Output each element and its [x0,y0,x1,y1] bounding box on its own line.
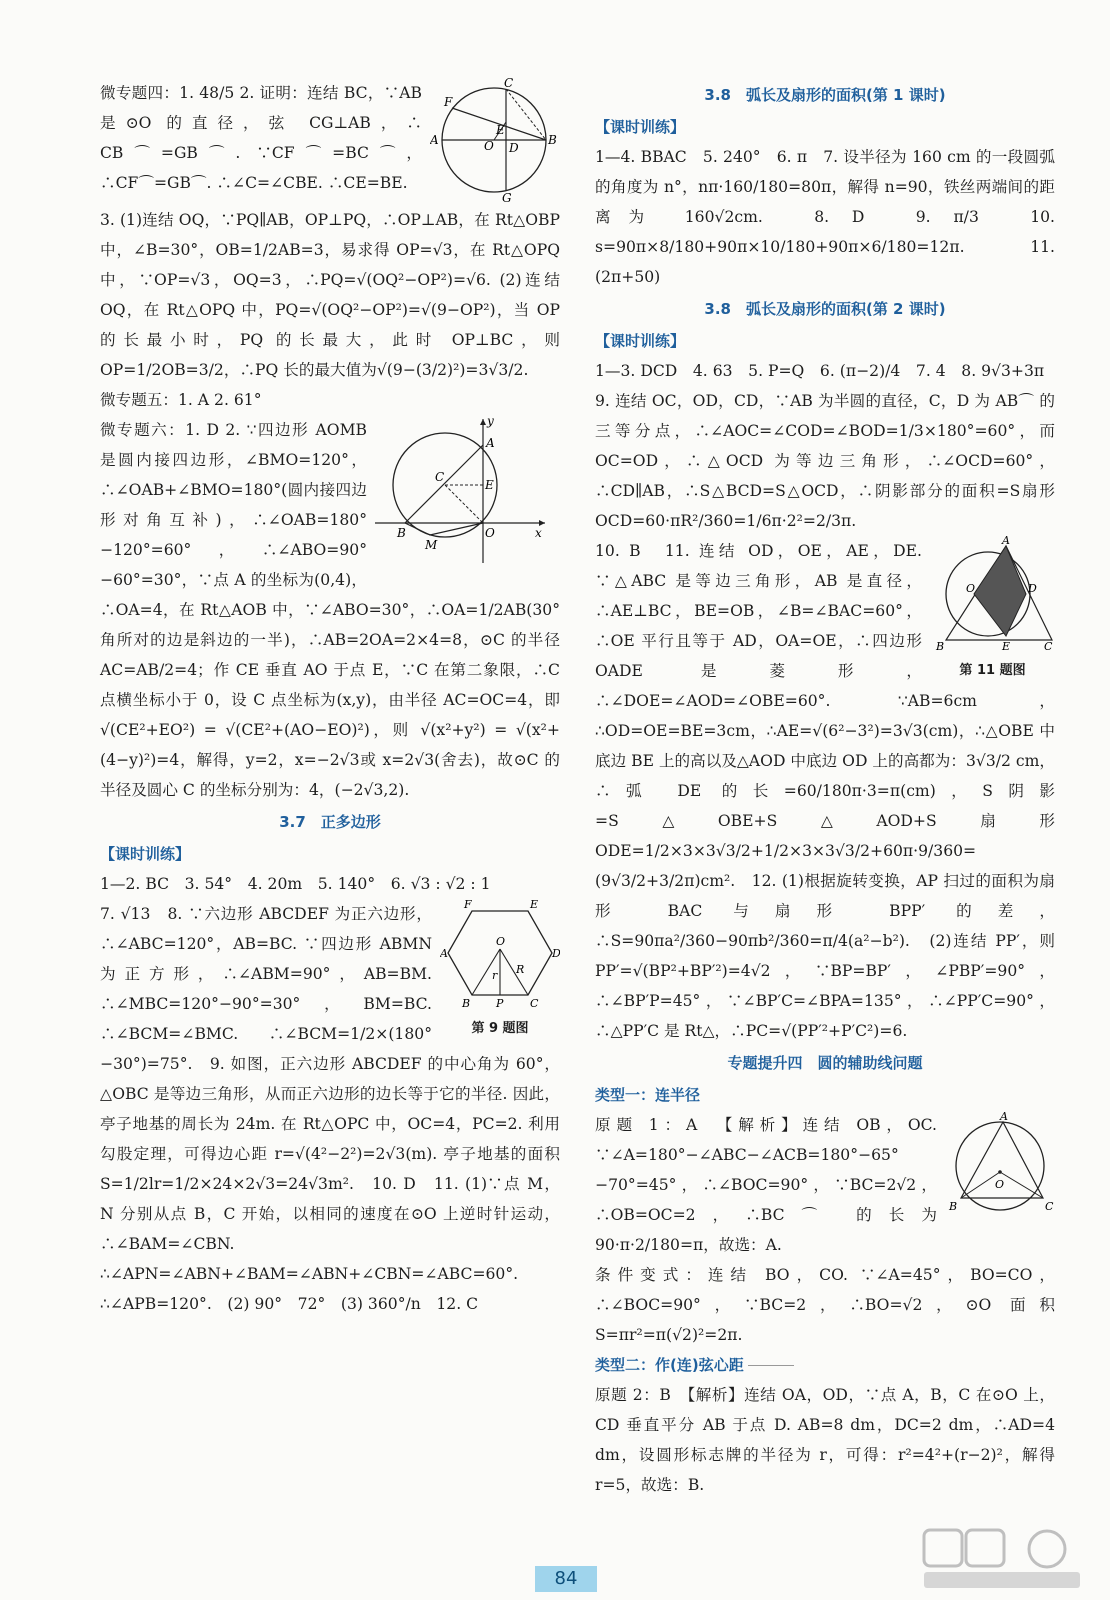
label: F [464,899,472,911]
right-column [595,78,1055,1500]
label: O [485,526,495,540]
page-number: 84 [535,1566,597,1592]
label: C [435,470,445,484]
label: O [995,1178,1005,1191]
watermark-logo-icon [922,1528,1082,1590]
label: F [444,95,453,109]
figure-hexagon-wrap [440,899,560,1039]
section-label-training: 【课时训练】 [100,845,191,863]
label: A [486,436,495,450]
answer-q3: 3. (1)连结 OQ，∵PQ∥AB，OP⊥PQ，∴OP⊥AB，在 Rt△OBP 中，∠B=30°，OB=1/2AB=3，易求得 OP=√3，在 Rt△OPQ 中，∵OP=√3，OQ=3，∴PQ=√(OQ²−OP²)=√6. (2)连结 OQ，在 Rt△OPQ 中，PQ=√(OQ²−OP²)=√(9−OP²)，当 OP 的长最小时，PQ 的长最大，此时 OP⊥BC，则 OP=1/2OB=3/2，∴PQ 长的最大值为√(9−(3/2)²)=3√3/2. [100,211,560,379]
label: O [496,935,506,948]
label: B [949,1200,958,1213]
label: D [1028,582,1037,595]
label: E [496,123,505,137]
figure-triangle-circle [930,536,1055,651]
label: r [492,969,498,982]
type-label-2 [595,1350,1055,1380]
label: M [425,538,438,552]
figure-caption: 第 9 题图 [471,1021,529,1036]
label: D [509,141,519,155]
section-title-3-7: 3.7 正多边形 [279,813,381,831]
type-label-1 [595,1080,1055,1110]
label: O [484,139,494,153]
label: C [504,78,514,90]
section-label-training: 【课时训练】 [595,118,686,136]
label: O [966,582,976,595]
label: E [1002,640,1011,651]
answer-3-8-1: 1—4. BBAC 5. 240° 6. π 7. 设半径为 160 cm 的一段圆弧的角度为 n°，nπ·160/180=80π，解得 n=90，铁丝两端间的距离为 160√2cm. 8. D 9. π/3 10. s=90π×8/180+90π×10/180+90π×6/180=12π. 11. (2π+50) [595,148,1055,286]
label: E [530,899,539,911]
answer-original-2: 原题 2：B 【解析】连结 OA，OD，∵点 A，B，C 在⊙O 上，CD 垂直平分 AB 于点 D. AB=8 dm，DC=2 dm，∴AD=4 dm，设圆形标志牌的半径为 r，可得：r²=4²+(r−2)²，解得 r=5，故选：B. [595,1386,1055,1494]
label: A [1002,536,1010,547]
label: A [1000,1110,1008,1123]
label: B [397,526,406,540]
label: P [496,997,504,1009]
label: A [430,133,439,147]
section-title-special-4: 专题提升四 圆的辅助线问题 [727,1054,923,1072]
divider [748,1365,794,1366]
answer-3-8-2-q10-12: 10. B 11. 连结 OD，OE，AE，DE. ∵△ABC 是等边三角形，AB 是直径，∴AE⊥BC，BE=OB，∠B=∠BAC=60°，∴OE 平行且等于 AD，OA=OE，∴四边形 OADE 是菱形，∴∠DOE=∠AOD=∠OBE=60°. ∵AB=6cm，∴OD=OE=BE=3cm，∴AE=√(6²−3²)=3√3(cm)，∴△OBE 中底边 BE 上的高以及△AOD 中底边 OD 上的高都为：3√3/2 cm，∴弧 DE 的长=60/180π·3=π(cm)，S阴影=S△OBE+S△AOD+S扇形ODE=1/2×3×3√3/2+1/2×3×3√3/2+60π·9/360=(9√3/2+3/2π)cm². 12. (1)根据旋转变换，AP 扫过的面积为扇形 BAC 与扇形 BPP′ 的差，∴S=90πa²/360−90πb²/360=π/4(a²−b²). (2)连结 PP′，则 PP′=√(BP²+BP′²)=4√2，∵BP=BP′，∠PBP′=90°，∴∠BP′P=45°，∵∠BP′C=∠BPA=135°，∴∠PP′C=90°，∴△PP′C 是 Rt△，∴PC=√(PP′²+P′C²)=6. [595,542,1055,1040]
figure-circle-chords [430,78,560,203]
section-label-training: 【课时训练】 [595,332,686,350]
label: y [487,415,494,428]
figure-caption: 第 11 题图 [959,663,1026,678]
answer-3-7-q7-12: 7. √13 8. ∵六边形 ABCDEF 为正六边形，∴∠ABC=120°，AB=BC. ∵四边形 ABMN 为正方形，∴∠ABM=90°，AB=BM. ∴∠MBC=120°−90°=30°，BM=BC. ∴∠BCM=∠BMC. ∴∠BCM=1/2×(180°−30°)=75°. 9. 如图，正六边形 ABCDEF 的中心角为 60°，△OBC 是等边三角形，从而正六边形的边长等于它的半径. 因此，亭子地基的周长为 24m. 在 Rt△OPC 中，OC=4，PC=2. 利用勾股定理，可得边心距 r=√(4²−2²)=2√3(m). 亭子地基的面积 S=1/2lr=1/2×24×2√3=24√3m². 10. D 11. (1)∵点 M，N 分别从点 B，C 开始，以相同的速度在⊙O 上逆时针运动，∴∠BAM=∠CBN. ∴∠APN=∠ABN+∠BAM=∠ABN+∠CBN=∠ABC=60°. ∴∠APB=120°. (2) 90° 72° (3) 360°/n 12. C [100,905,560,1313]
label: D [552,947,560,960]
label: R [516,963,525,976]
type-label-text: 类型一：连半径 [595,1086,701,1104]
answer-micro-topic-5: 微专题五：1. A 2. 61° [100,391,262,409]
label: C [1044,640,1053,651]
label: x [535,526,542,540]
answer-original-1: 原题 1：A 【解析】连结 OB，OC. ∵∠A=180°−∠ABC−∠ACB=180°−65°−70°=45°，∴∠BOC=90°，∵BC=2√2，∴OB=OC=2，∴BC⌒ 的长为 90·π·2/180=π，故选：A. [595,1116,937,1254]
label: C [1045,1200,1054,1213]
label: B [462,997,471,1009]
answer-micro-topic-6: 微专题六：1. D 2. ∵四边形 AOMB 是圆内接四边形，∠BMO=120°，∴∠OAB+∠BMO=180°(圆内接四边形对角互补)，∴∠OAB=180°−120°=60°，∴∠ABO=90°−60°=30°，∵点 A 的坐标为(0,4)，∴OA=4，在 Rt△AOB 中，∵∠ABO=30°，∴OA=1/2AB(30°角所对的边是斜边的一半)，∴AB=2OA=2×4=8，⊙C 的半径 AC=AB/2=4；作 CE 垂直 AO 于点 E，∵C 在第二象限，∴C 点横坐标小于 0，设 C 点坐标为(x,y)，由半径 AC=OC=4，即 √(CE²+EO²) = √(CE²+(AO−EO)²)，则 √(x²+y²) = √(x²+(4−y)²)=4，解得，y=2，x=−2√3或 x=2√3(舍去)，故⊙C 的半径及圆心 C 的坐标分别为：4，(−2√3,2). [100,421,560,799]
left-column [100,78,560,1319]
answer-3-8-2-q9: 9. 连结 OC，OD，CD，∵AB 为半圆的直径，C，D 为 AB⌒ 的三等分点，∴∠AOC=∠COD=∠BOD=1/3×180°=60°，而 OC=OD，∴△OCD 为等边三角形，∴∠OCD=60°，∴CD∥AB，∴S△BCD=S△OCD，∴阴影部分的面积=S扇形OCD=60·πR²/360=1/6π·2²=2/3π. [595,392,1055,530]
answer-3-7-q1-6: 1—2. BC 3. 54° 4. 20m 5. 140° 6. √3 : √2 : 1 [100,875,491,893]
label: C [530,997,539,1009]
answer-variant: 条件变式：连结 BO，CO. ∵∠A=45°，BO=CO，∴∠BOC=90°，∵BC=2，∴BO=√2，⊙O 面积 S=πr²=π(√2)²=2π. [595,1266,1055,1344]
label: A [440,947,448,960]
label: B [548,133,557,147]
figure-coordinate-circle [375,415,560,565]
figure-inscribed-triangle [945,1110,1055,1215]
label: E [485,478,494,492]
type-label-text: 类型二：作(连)弦心距 [595,1356,744,1374]
figure-11-wrap [930,536,1055,681]
answer-micro-topic-4: 微专题四：1. 48/5 2. 证明：连结 BC，∵AB 是⊙O 的直径，弦 CG⊥AB，∴ CB⌒=GB⌒. ∵CF⌒=BC⌒，∴CF⌒=GB⌒. ∴∠C=∠CBE. ∴CE=BE. [100,84,422,192]
label: B [936,640,945,651]
section-title-3-8-lesson-1: 3.8 弧长及扇形的面积(第 1 课时) [704,86,946,104]
figure-hexagon [440,899,560,1009]
label: G [502,191,512,203]
section-title-3-8-lesson-2: 3.8 弧长及扇形的面积(第 2 课时) [704,300,946,318]
answer-3-8-2-q1-8: 1—3. DCD 4. 63 5. P=Q 6. (π−2)/4 7. 4 8. 9√3+3π [595,362,1045,380]
